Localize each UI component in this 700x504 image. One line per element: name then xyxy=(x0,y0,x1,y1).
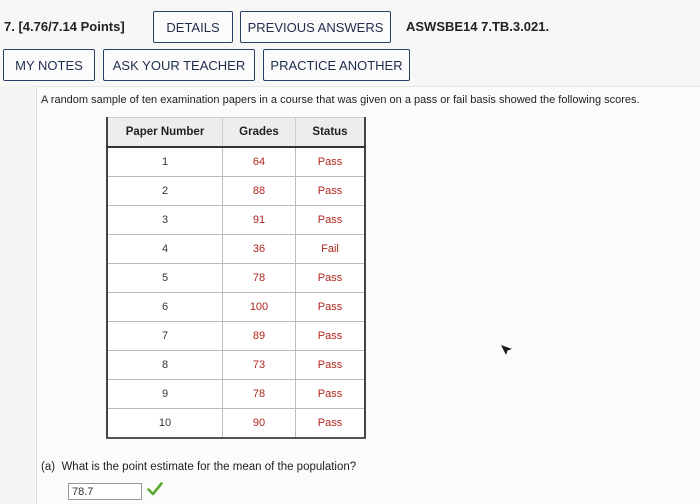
grade-cell: 36 xyxy=(223,235,296,264)
part-a-question-text: What is the point estimate for the mean of the population? xyxy=(61,461,357,473)
table-row xyxy=(107,293,365,322)
paper-number-cell: 6 xyxy=(107,293,223,322)
status-cell: Pass xyxy=(296,147,366,177)
paper-number-cell: 7 xyxy=(107,322,223,351)
column-header-grades: Grades xyxy=(223,118,296,148)
question-number: 7. [4.76/7.14 Points] xyxy=(4,19,125,34)
paper-number-cell: 2 xyxy=(107,177,223,206)
grade-cell: 64 xyxy=(223,147,296,177)
grade-cell: 78 xyxy=(223,380,296,409)
table-row xyxy=(107,177,365,206)
status-cell: Pass xyxy=(296,380,366,409)
status-cell: Pass xyxy=(296,264,366,293)
column-header-status: Status xyxy=(296,118,366,148)
mouse-cursor-icon xyxy=(500,343,514,357)
grade-cell: 90 xyxy=(223,409,296,439)
grade-cell: 89 xyxy=(223,322,296,351)
previous-answers-button[interactable]: PREVIOUS ANSWERS xyxy=(240,11,391,43)
status-cell: Pass xyxy=(296,177,366,206)
grade-cell: 88 xyxy=(223,177,296,206)
status-cell: Pass xyxy=(296,293,366,322)
paper-number-cell: 8 xyxy=(107,351,223,380)
my-notes-button[interactable]: MY NOTES xyxy=(3,49,95,81)
paper-number-cell: 5 xyxy=(107,264,223,293)
problem-intro: A random sample of ten examination papers in a course that was given on a pass or fail basis showed the following scores. xyxy=(41,94,640,106)
column-header-paper-number: Paper Number xyxy=(107,118,223,148)
grade-cell: 73 xyxy=(223,351,296,380)
status-cell: Fail xyxy=(296,235,366,264)
details-button[interactable]: DETAILS xyxy=(153,11,233,43)
table-row xyxy=(107,235,365,264)
part-a-question xyxy=(41,461,356,473)
paper-number-cell: 10 xyxy=(107,409,223,439)
paper-number-cell: 4 xyxy=(107,235,223,264)
paper-number-cell: 3 xyxy=(107,206,223,235)
status-cell: Pass xyxy=(296,322,366,351)
part-a-label: (a) xyxy=(41,461,56,473)
table-header-row xyxy=(107,118,365,148)
status-cell: Pass xyxy=(296,206,366,235)
checkmark-icon xyxy=(147,482,163,496)
grade-cell: 100 xyxy=(223,293,296,322)
scores-table xyxy=(106,117,366,439)
paper-number-cell: 9 xyxy=(107,380,223,409)
table-row xyxy=(107,351,365,380)
grade-cell: 91 xyxy=(223,206,296,235)
part-a-answer-input[interactable]: 78.7 xyxy=(68,483,142,500)
practice-another-button[interactable]: PRACTICE ANOTHER xyxy=(263,49,410,81)
paper-number-cell: 1 xyxy=(107,147,223,177)
status-cell: Pass xyxy=(296,409,366,439)
grade-cell: 78 xyxy=(223,264,296,293)
problem-code: ASWSBE14 7.TB.3.021. xyxy=(406,19,550,34)
table-row xyxy=(107,409,365,439)
table-row xyxy=(107,264,365,293)
table-row xyxy=(107,206,365,235)
status-cell: Pass xyxy=(296,351,366,380)
table-row xyxy=(107,380,365,409)
ask-your-teacher-button[interactable]: ASK YOUR TEACHER xyxy=(103,49,255,81)
table-row xyxy=(107,322,365,351)
table-row xyxy=(107,147,365,177)
